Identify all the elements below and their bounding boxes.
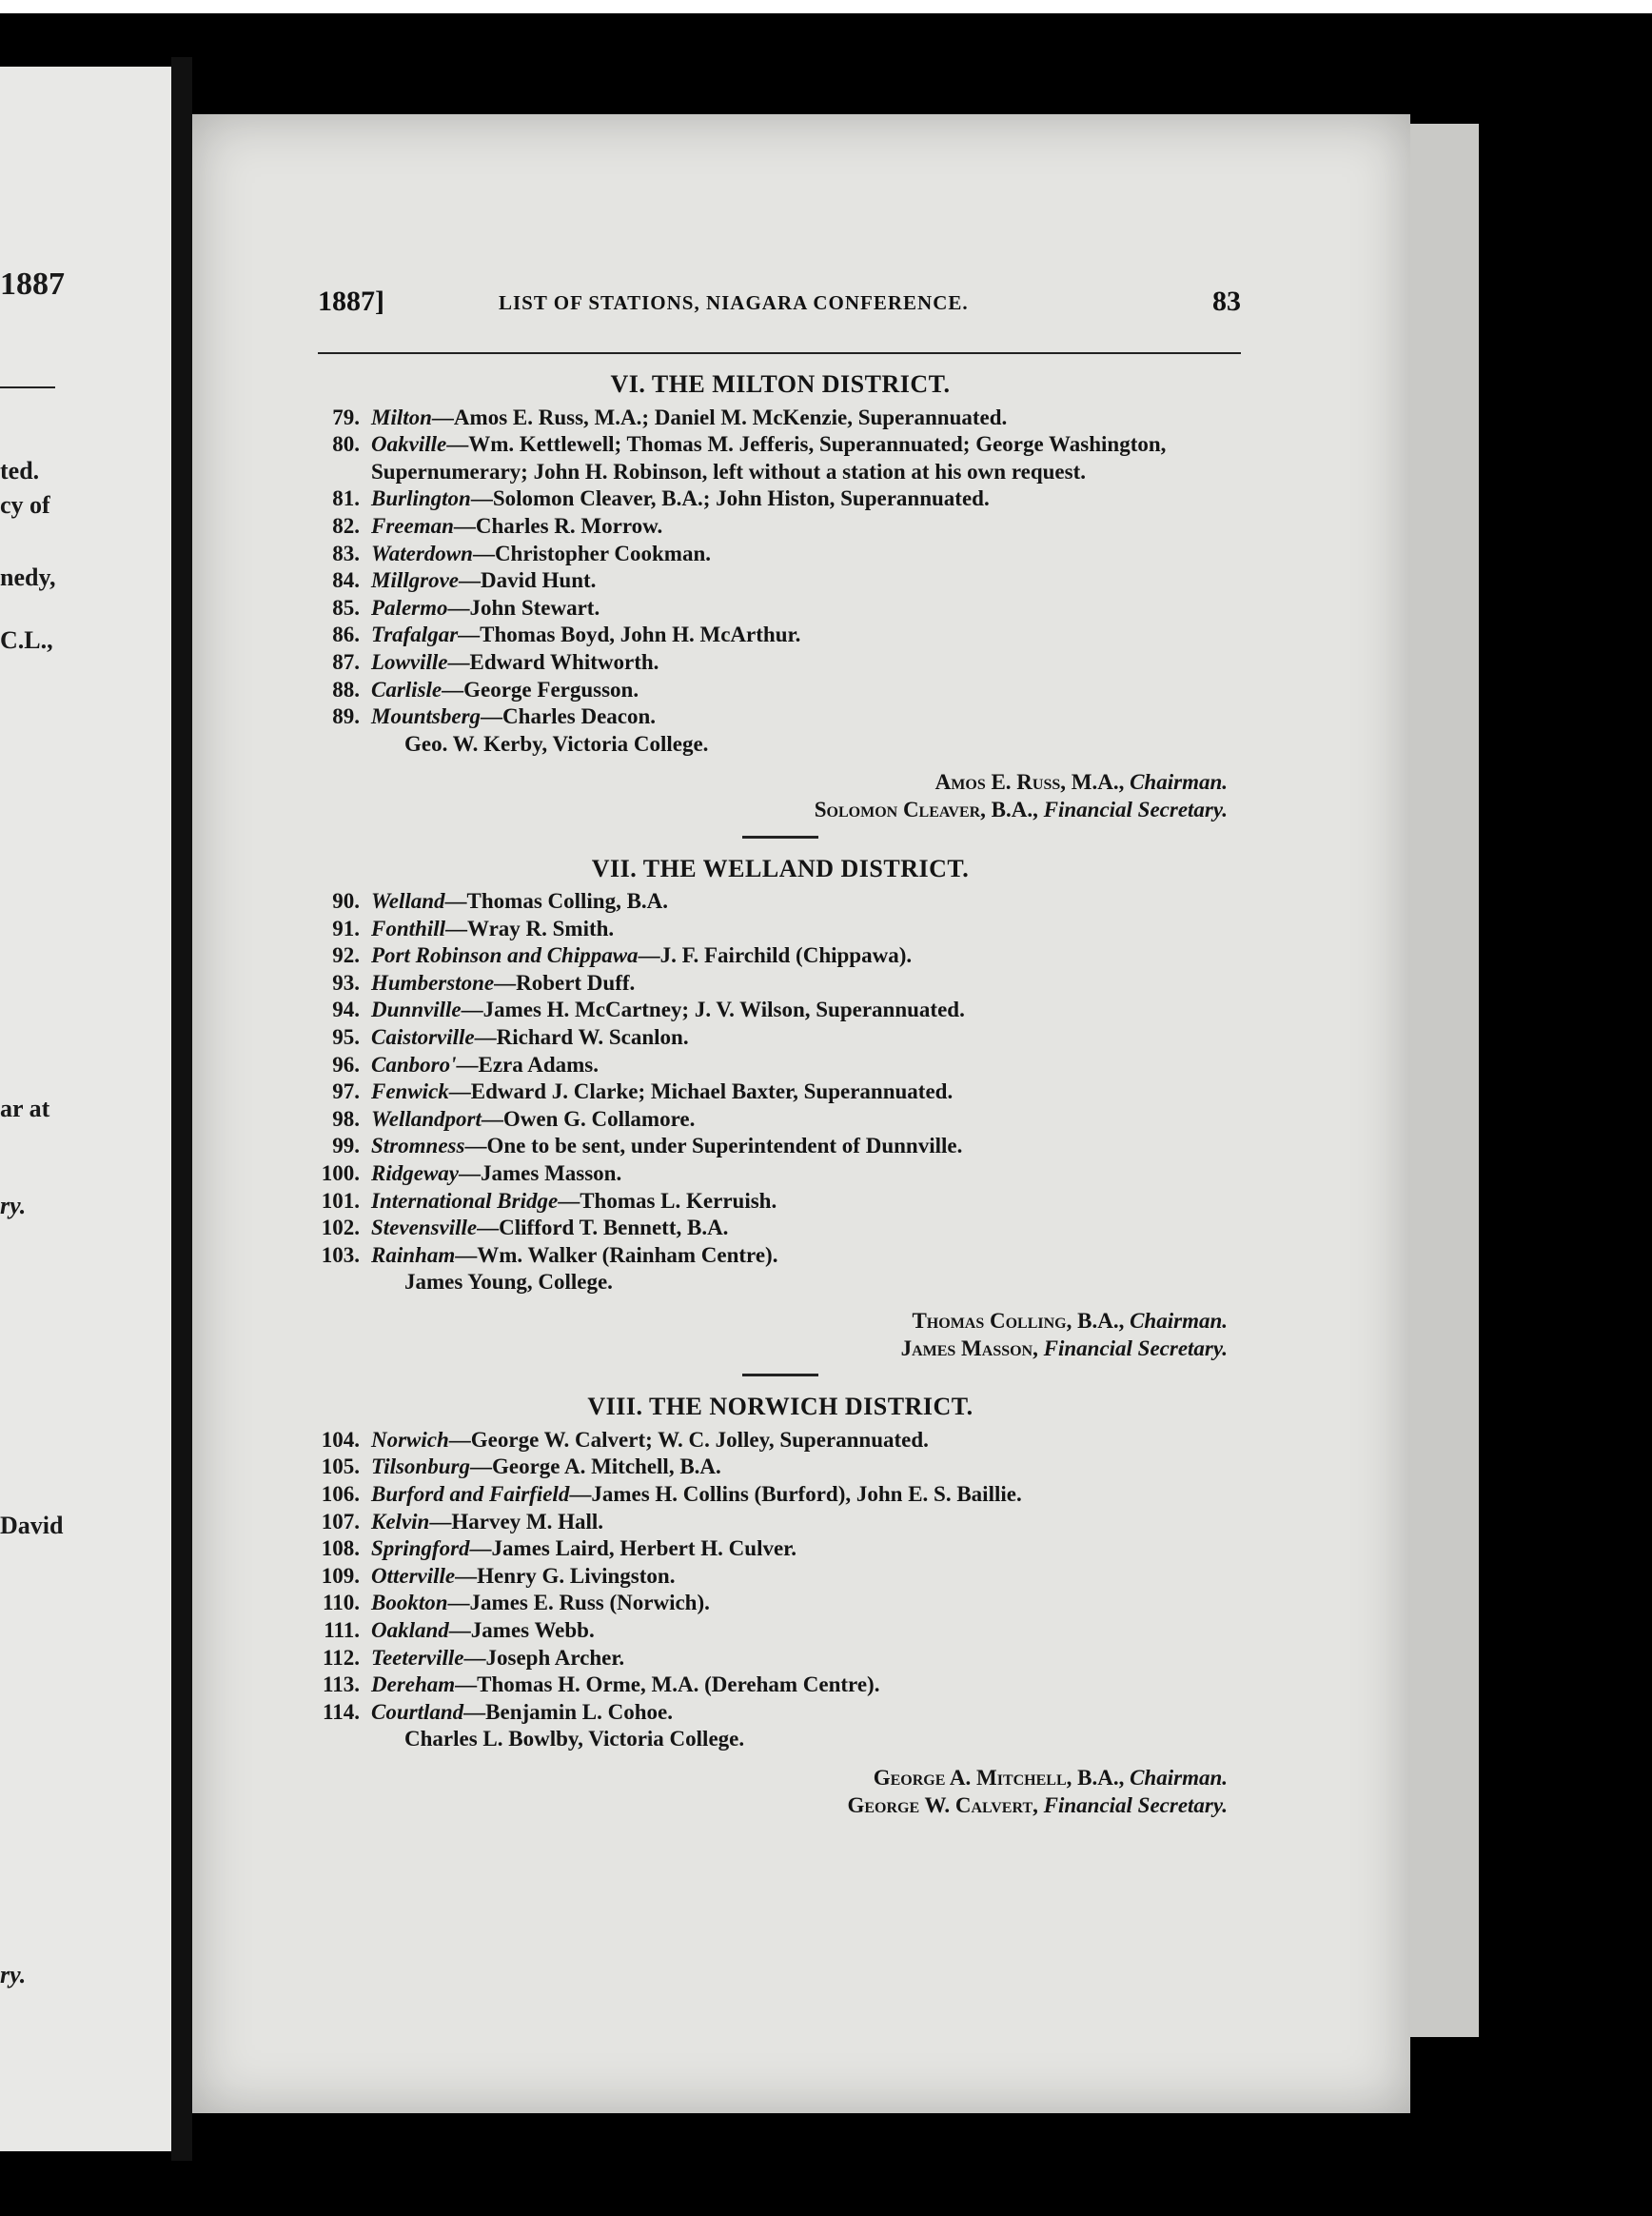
station-number: 88. bbox=[332, 677, 360, 702]
station-appointment: —James H. McCartney; J. V. Wilson, Superannuated. bbox=[461, 998, 965, 1022]
district-officer bbox=[305, 1792, 1256, 1820]
station-entry bbox=[305, 997, 1256, 1024]
facing-page-rule bbox=[0, 386, 55, 388]
facing-page-fragment: 1887 bbox=[0, 267, 65, 302]
station-appointment: —George Fergusson. bbox=[442, 677, 639, 702]
station-entry bbox=[305, 622, 1256, 649]
station-entry bbox=[305, 1617, 1256, 1645]
station-entry bbox=[305, 513, 1256, 541]
station-place: Rainham bbox=[371, 1242, 456, 1267]
district-section bbox=[305, 856, 1256, 1377]
station-appointment: —James Webb. bbox=[448, 1617, 595, 1642]
station-number: 91. bbox=[332, 916, 360, 940]
station-entry bbox=[305, 1024, 1256, 1052]
station-appointment: —Charles R. Morrow. bbox=[453, 513, 663, 538]
station-entry bbox=[305, 541, 1256, 568]
station-number: 86. bbox=[332, 623, 360, 647]
station-appointment: —Ezra Adams. bbox=[456, 1052, 599, 1077]
station-number: 111. bbox=[324, 1617, 360, 1642]
officer-role: Financial Secretary. bbox=[1043, 1336, 1228, 1360]
station-number: 97. bbox=[332, 1079, 360, 1104]
district-divider bbox=[742, 836, 818, 839]
station-number: 84. bbox=[332, 568, 360, 593]
station-entry bbox=[305, 677, 1256, 704]
station-entry bbox=[305, 1427, 1256, 1454]
station-place: Fonthill bbox=[371, 916, 445, 940]
facing-page-fragment: nedy, bbox=[0, 564, 56, 591]
facing-page-fragment: C.L., bbox=[0, 626, 53, 654]
station-number: 80. bbox=[332, 432, 360, 457]
station-entry bbox=[305, 1242, 1256, 1270]
station-place: Caistorville bbox=[371, 1025, 475, 1050]
station-entry bbox=[305, 1188, 1256, 1216]
station-appointment: —Wray R. Smith. bbox=[444, 916, 615, 940]
station-place: Dunnville bbox=[371, 998, 462, 1022]
station-appointment: —Wm. Walker (Rainham Centre). bbox=[455, 1242, 778, 1267]
station-place: Canboro' bbox=[371, 1052, 457, 1077]
station-place: Oakland bbox=[371, 1617, 449, 1642]
officer-role: Financial Secretary. bbox=[1043, 1792, 1228, 1817]
station-place: Courtland bbox=[371, 1699, 464, 1724]
station-place: Port Robinson and Chippawa bbox=[371, 943, 639, 968]
district-title: VIII. THE NORWICH DISTRICT. bbox=[587, 1393, 974, 1421]
station-appointment: —Edward Whitworth. bbox=[447, 649, 659, 674]
scan-border bbox=[0, 0, 1652, 13]
district-officer bbox=[305, 769, 1256, 797]
station-appointment: —David Hunt. bbox=[459, 568, 597, 593]
officer-name: Solomon Cleaver, B.A., bbox=[814, 797, 1044, 821]
station-appointment: —Thomas Colling, B.A. bbox=[444, 889, 669, 914]
station-appointment: —James Masson. bbox=[459, 1161, 622, 1186]
officer-name: Amos E. Russ, M.A., bbox=[934, 770, 1131, 795]
station-number: 82. bbox=[332, 513, 360, 538]
station-place: Millgrove bbox=[371, 568, 459, 593]
district-title: VII. THE WELLAND DISTRICT. bbox=[591, 854, 970, 882]
station-place: Kelvin bbox=[371, 1509, 430, 1533]
station-number: 107. bbox=[321, 1509, 360, 1533]
station-place: Milton bbox=[371, 405, 432, 429]
page-number: 83 bbox=[1212, 286, 1241, 317]
station-number: 79. bbox=[332, 405, 360, 429]
station-entry bbox=[305, 1481, 1256, 1509]
station-number: 103. bbox=[321, 1242, 360, 1267]
station-appointment: —Thomas Boyd, John H. McArthur. bbox=[458, 623, 801, 647]
station-appointment: —James E. Russ (Norwich). bbox=[447, 1591, 710, 1615]
officer-role: Chairman. bbox=[1130, 770, 1228, 795]
station-number: 102. bbox=[321, 1216, 360, 1240]
officer-role: Financial Secretary. bbox=[1043, 797, 1228, 821]
station-number: 83. bbox=[332, 541, 360, 565]
station-place: Trafalgar bbox=[371, 623, 459, 647]
station-number: 104. bbox=[321, 1427, 360, 1452]
station-appointment: —Edward J. Clarke; Michael Baxter, Superannuated. bbox=[448, 1079, 954, 1104]
station-entry bbox=[305, 888, 1256, 916]
station-number: 92. bbox=[332, 943, 360, 968]
station-entry bbox=[305, 1052, 1256, 1079]
book-gutter bbox=[171, 57, 192, 2161]
station-place: Oakville bbox=[371, 432, 447, 457]
station-place: Lowville bbox=[371, 649, 448, 674]
station-number: 105. bbox=[321, 1454, 360, 1479]
station-place: Wellandport bbox=[371, 1106, 482, 1131]
station-number: 93. bbox=[332, 970, 360, 995]
station-entry bbox=[305, 1590, 1256, 1617]
station-number: 89. bbox=[332, 704, 360, 729]
station-entry bbox=[305, 649, 1256, 677]
officer-role: Chairman. bbox=[1130, 1765, 1228, 1790]
station-place: Freeman bbox=[371, 513, 454, 538]
station-number: 85. bbox=[332, 595, 360, 620]
station-place: Stevensville bbox=[371, 1216, 478, 1240]
header-title: LIST OF STATIONS, NIAGARA CONFERENCE. bbox=[499, 291, 969, 314]
station-place: Burlington bbox=[371, 486, 471, 511]
spacer bbox=[305, 1296, 1256, 1308]
station-entry bbox=[305, 1535, 1256, 1563]
station-appointment: —James Laird, Herbert H. Culver. bbox=[469, 1536, 797, 1561]
station-place: Bookton bbox=[371, 1591, 448, 1615]
station-entry bbox=[305, 1509, 1256, 1536]
station-number: 90. bbox=[332, 889, 360, 914]
district-divider bbox=[742, 1374, 818, 1376]
district-officer bbox=[305, 1308, 1256, 1336]
station-place: Fenwick bbox=[371, 1079, 449, 1104]
station-appointment: —Owen G. Collamore. bbox=[481, 1106, 696, 1131]
station-appointment: —Wm. Kettlewell; Thomas M. Jefferis, Superannuated; George Washington, Supernumerary; John H. Robinson, left without a station at his own request. bbox=[371, 432, 1167, 484]
station-entry bbox=[305, 595, 1256, 623]
station-place: Otterville bbox=[371, 1563, 456, 1588]
station-place: Waterdown bbox=[371, 541, 473, 565]
header-rule bbox=[318, 352, 1241, 354]
header-year: 1887] bbox=[318, 286, 384, 317]
station-place: Dereham bbox=[371, 1672, 456, 1697]
officer-name: George A. Mitchell, B.A., bbox=[873, 1765, 1131, 1790]
station-appointment: —Harvey M. Hall. bbox=[429, 1509, 604, 1533]
station-entry bbox=[305, 703, 1256, 731]
station-appointment: —George A. Mitchell, B.A. bbox=[469, 1454, 721, 1479]
station-appointment: —Amos E. Russ, M.A.; Daniel M. McKenzie, Superannuated. bbox=[431, 405, 1008, 429]
station-entry bbox=[305, 405, 1256, 432]
station-number: 95. bbox=[332, 1025, 360, 1050]
facing-page bbox=[0, 67, 184, 2151]
station-entry bbox=[305, 1078, 1256, 1106]
station-entry bbox=[305, 1454, 1256, 1481]
station-place: Stromness bbox=[371, 1134, 465, 1158]
spacer bbox=[305, 758, 1256, 769]
station-appointment: —Christopher Cookman. bbox=[472, 541, 711, 565]
station-entry bbox=[305, 431, 1256, 485]
station-place: Teeterville bbox=[371, 1645, 464, 1670]
station-place: Palermo bbox=[371, 595, 448, 620]
facing-page-fragment: ted. bbox=[0, 457, 40, 485]
station-entry bbox=[305, 1563, 1256, 1591]
station-entry bbox=[305, 1645, 1256, 1672]
station-appointment: —James H. Collins (Burford), John E. S. Baillie. bbox=[569, 1481, 1022, 1506]
district-extra-note: Geo. W. Kerby, Victoria College. bbox=[404, 731, 709, 756]
station-appointment: —Benjamin L. Cohoe. bbox=[463, 1699, 673, 1724]
station-number: 106. bbox=[321, 1481, 360, 1506]
facing-page-fragment: ar at bbox=[0, 1095, 50, 1122]
station-place: International Bridge bbox=[371, 1188, 559, 1213]
station-place: Ridgeway bbox=[371, 1161, 459, 1186]
station-appointment: —Robert Duff. bbox=[494, 970, 636, 995]
officer-name: Thomas Colling, B.A., bbox=[912, 1309, 1131, 1333]
station-entry bbox=[305, 1106, 1256, 1134]
station-appointment: —Richard W. Scanlon. bbox=[474, 1025, 689, 1050]
district-section bbox=[305, 371, 1256, 839]
station-appointment: —Charles Deacon. bbox=[481, 704, 657, 729]
station-entry bbox=[305, 970, 1256, 998]
spacer bbox=[305, 1753, 1256, 1765]
station-number: 110. bbox=[323, 1591, 360, 1615]
officer-name: James Masson, bbox=[900, 1336, 1044, 1360]
station-place: Burford and Fairfield bbox=[371, 1481, 570, 1506]
station-number: 101. bbox=[321, 1188, 360, 1213]
station-appointment: —Thomas H. Orme, M.A. (Dereham Centre). bbox=[455, 1672, 880, 1697]
station-entry bbox=[305, 567, 1256, 595]
station-number: 108. bbox=[321, 1536, 360, 1561]
station-appointment: —Thomas L. Kerruish. bbox=[558, 1188, 777, 1213]
district-section bbox=[305, 1394, 1256, 1819]
station-number: 96. bbox=[332, 1052, 360, 1077]
officer-name: George W. Calvert, bbox=[847, 1792, 1044, 1817]
station-place: Tilsonburg bbox=[371, 1454, 470, 1479]
station-number: 112. bbox=[323, 1645, 360, 1670]
facing-page-fragment: ry. bbox=[0, 1192, 27, 1219]
station-appointment: —One to be sent, under Superintendent of Dunnville. bbox=[464, 1134, 963, 1158]
station-entry bbox=[305, 942, 1256, 970]
station-place: Welland bbox=[371, 889, 445, 914]
station-entry bbox=[305, 1672, 1256, 1699]
station-number: 114. bbox=[323, 1699, 360, 1724]
page-edge bbox=[1399, 124, 1479, 2037]
station-appointment: —J. F. Fairchild (Chippawa). bbox=[638, 943, 913, 968]
station-appointment: —John Stewart. bbox=[447, 595, 600, 620]
station-appointment: —Joseph Archer. bbox=[463, 1645, 625, 1670]
station-number: 87. bbox=[332, 649, 360, 674]
station-appointment: —Clifford T. Bennett, B.A. bbox=[477, 1216, 729, 1240]
station-entry bbox=[305, 1699, 1256, 1727]
station-number: 113. bbox=[323, 1672, 360, 1697]
station-entry bbox=[305, 916, 1256, 943]
officer-role: Chairman. bbox=[1130, 1309, 1228, 1333]
facing-page-fragment: ry. bbox=[0, 1961, 27, 1988]
district-officer bbox=[305, 1765, 1256, 1792]
district-extra-note: Charles L. Bowlby, Victoria College. bbox=[404, 1727, 745, 1751]
station-appointment: —Henry G. Livingston. bbox=[455, 1563, 676, 1588]
station-entry bbox=[305, 1160, 1256, 1188]
station-list bbox=[305, 371, 1256, 1819]
facing-page-fragment: cy of bbox=[0, 491, 50, 519]
station-number: 109. bbox=[321, 1563, 360, 1588]
running-header bbox=[318, 286, 1241, 335]
district-officer bbox=[305, 1336, 1256, 1363]
station-place: Carlisle bbox=[371, 677, 442, 702]
district-title: VI. THE MILTON DISTRICT. bbox=[610, 370, 951, 398]
station-number: 98. bbox=[332, 1106, 360, 1131]
station-place: Humberstone bbox=[371, 970, 495, 995]
station-number: 99. bbox=[332, 1134, 360, 1158]
district-extra-note: James Young, College. bbox=[404, 1270, 613, 1295]
station-number: 94. bbox=[332, 998, 360, 1022]
station-number: 100. bbox=[321, 1161, 360, 1186]
station-place: Mountsberg bbox=[371, 704, 482, 729]
station-number: 81. bbox=[332, 486, 360, 511]
station-place: Norwich bbox=[371, 1427, 449, 1452]
district-officer bbox=[305, 797, 1256, 824]
station-entry bbox=[305, 1133, 1256, 1160]
station-entry bbox=[305, 1215, 1256, 1242]
station-place: Springford bbox=[371, 1536, 470, 1561]
facing-page-fragment: David bbox=[0, 1512, 64, 1539]
station-appointment: —George W. Calvert; W. C. Jolley, Superannuated. bbox=[448, 1427, 929, 1452]
station-appointment: —Solomon Cleaver, B.A.; John Histon, Superannuated. bbox=[470, 486, 990, 511]
station-entry bbox=[305, 485, 1256, 513]
